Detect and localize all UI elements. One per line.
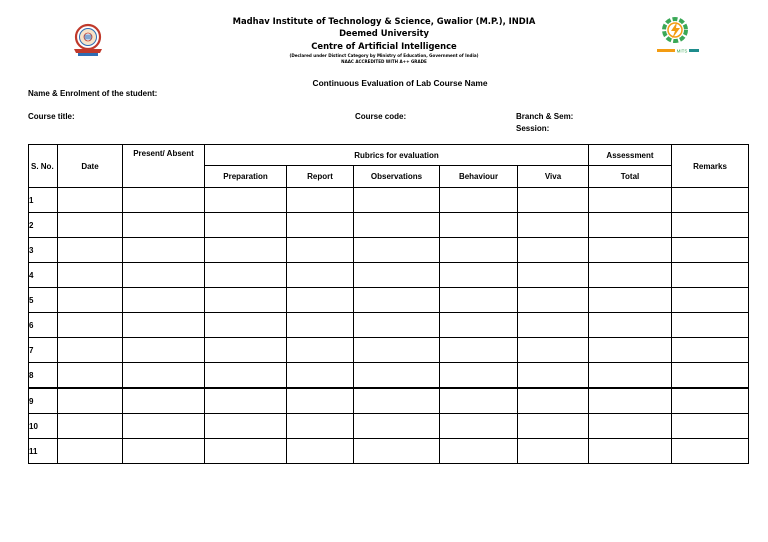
table-row [29, 263, 749, 288]
remarks-cell[interactable] [672, 439, 749, 464]
viva-cell[interactable] [518, 439, 589, 464]
remarks-cell[interactable] [672, 288, 749, 313]
col-rubrics-header: Rubrics for evaluation [205, 145, 589, 166]
remarks-cell[interactable] [672, 238, 749, 263]
report-cell[interactable] [287, 313, 354, 338]
date-cell[interactable] [58, 188, 123, 213]
table-row [29, 439, 749, 464]
preparation-cell[interactable] [205, 338, 287, 363]
preparation-cell[interactable] [205, 414, 287, 439]
report-cell[interactable] [287, 338, 354, 363]
total-cell[interactable] [589, 414, 672, 439]
remarks-cell[interactable] [672, 188, 749, 213]
institute-seal-logo [69, 22, 107, 58]
report-cell[interactable] [287, 439, 354, 464]
table-row [29, 414, 749, 439]
page-subtitle: Continuous Evaluation of Lab Course Name [312, 78, 488, 88]
observations-cell[interactable] [354, 238, 440, 263]
preparation-cell[interactable] [205, 363, 287, 389]
date-cell[interactable] [58, 263, 123, 288]
mits-logo-text: MITS [676, 48, 688, 54]
observations-cell[interactable] [354, 263, 440, 288]
observations-cell[interactable] [354, 288, 440, 313]
col-assessment-header: Assessment [589, 145, 672, 166]
total-cell[interactable] [589, 213, 672, 238]
total-cell[interactable] [589, 288, 672, 313]
total-cell[interactable] [589, 263, 672, 288]
present-absent-cell[interactable] [123, 388, 205, 414]
preparation-cell[interactable] [205, 288, 287, 313]
behaviour-cell[interactable] [440, 188, 518, 213]
behaviour-cell[interactable] [440, 213, 518, 238]
row-number: 3 [29, 238, 58, 263]
institute-header [200, 15, 568, 65]
remarks-cell[interactable] [672, 313, 749, 338]
branch-sem-label: Branch & Sem: [516, 112, 574, 121]
report-cell[interactable] [287, 213, 354, 238]
viva-cell[interactable] [518, 338, 589, 363]
col-date-header: Date [58, 145, 123, 188]
present-absent-cell[interactable] [123, 363, 205, 389]
present-absent-cell[interactable] [123, 313, 205, 338]
table-row [29, 363, 749, 389]
row-number: 9 [29, 388, 58, 414]
report-cell[interactable] [287, 414, 354, 439]
date-cell[interactable] [58, 213, 123, 238]
total-cell[interactable] [589, 338, 672, 363]
viva-cell[interactable] [518, 288, 589, 313]
course-title-label: Course title: [28, 112, 75, 121]
report-cell[interactable] [287, 388, 354, 414]
institute-name: Madhav Institute of Technology & Science, Gwalior (M.P.), INDIA [232, 16, 536, 26]
observations-cell[interactable] [354, 439, 440, 464]
remarks-cell[interactable] [672, 388, 749, 414]
date-cell[interactable] [58, 414, 123, 439]
row-number: 8 [29, 363, 58, 389]
remarks-cell[interactable] [672, 363, 749, 389]
row-number: 10 [29, 414, 58, 439]
row-number: 11 [29, 439, 58, 464]
col-remarks-header: Remarks [672, 145, 749, 188]
mits-logo [655, 15, 701, 57]
viva-cell[interactable] [518, 414, 589, 439]
preparation-cell[interactable] [205, 439, 287, 464]
observations-cell[interactable] [354, 363, 440, 389]
present-absent-cell[interactable] [123, 263, 205, 288]
col-sno-header: S. No. [29, 145, 58, 188]
present-absent-cell[interactable] [123, 188, 205, 213]
col-viva-header: Viva [518, 166, 589, 188]
viva-cell[interactable] [518, 388, 589, 414]
date-cell[interactable] [58, 238, 123, 263]
date-cell[interactable] [58, 439, 123, 464]
table-row [29, 338, 749, 363]
present-absent-cell[interactable] [123, 213, 205, 238]
evaluation-table [28, 144, 749, 464]
course-code-label: Course code: [355, 112, 407, 121]
viva-cell[interactable] [518, 188, 589, 213]
session-label: Session: [516, 124, 550, 133]
behaviour-cell[interactable] [440, 363, 518, 389]
viva-cell[interactable] [518, 363, 589, 389]
observations-cell[interactable] [354, 313, 440, 338]
col-observations-header: Observations [354, 166, 440, 188]
total-cell[interactable] [589, 388, 672, 414]
university-name: Deemed University [339, 28, 429, 38]
row-number: 1 [29, 188, 58, 213]
total-cell[interactable] [589, 238, 672, 263]
preparation-cell[interactable] [205, 313, 287, 338]
row-number: 6 [29, 313, 58, 338]
col-preparation-header: Preparation [205, 166, 287, 188]
observations-cell[interactable] [354, 388, 440, 414]
row-number: 2 [29, 213, 58, 238]
total-cell[interactable] [589, 313, 672, 338]
date-cell[interactable] [58, 338, 123, 363]
observations-cell[interactable] [354, 414, 440, 439]
preparation-cell[interactable] [205, 388, 287, 414]
viva-cell[interactable] [518, 313, 589, 338]
col-total-header: Total [589, 166, 672, 188]
table-row [29, 213, 749, 238]
report-cell[interactable] [287, 263, 354, 288]
col-report-header: Report [287, 166, 354, 188]
viva-cell[interactable] [518, 263, 589, 288]
behaviour-cell[interactable] [440, 263, 518, 288]
date-cell[interactable] [58, 363, 123, 389]
preparation-cell[interactable] [205, 213, 287, 238]
table-row [29, 238, 749, 263]
observations-cell[interactable] [354, 338, 440, 363]
behaviour-cell[interactable] [440, 414, 518, 439]
behaviour-cell[interactable] [440, 388, 518, 414]
col-behaviour-header: Behaviour [440, 166, 518, 188]
row-number: 5 [29, 288, 58, 313]
report-cell[interactable] [287, 288, 354, 313]
report-cell[interactable] [287, 188, 354, 213]
naac-text: NAAC ACCREDITED WITH A++ GRADE [341, 59, 427, 64]
observations-cell[interactable] [354, 188, 440, 213]
row-number: 4 [29, 263, 58, 288]
report-cell[interactable] [287, 238, 354, 263]
present-absent-cell[interactable] [123, 439, 205, 464]
behaviour-cell[interactable] [440, 313, 518, 338]
date-cell[interactable] [58, 388, 123, 414]
present-absent-cell[interactable] [123, 238, 205, 263]
behaviour-cell[interactable] [440, 338, 518, 363]
centre-name: Centre of Artificial Intelligence [311, 41, 457, 51]
report-cell[interactable] [287, 363, 354, 389]
remarks-cell[interactable] [672, 414, 749, 439]
col-present-absent-header: Present/ Absent [123, 145, 205, 188]
total-cell[interactable] [589, 188, 672, 213]
preparation-cell[interactable] [205, 238, 287, 263]
behaviour-cell[interactable] [440, 288, 518, 313]
observations-cell[interactable] [354, 213, 440, 238]
remarks-cell[interactable] [672, 263, 749, 288]
remarks-cell[interactable] [672, 213, 749, 238]
viva-cell[interactable] [518, 213, 589, 238]
date-cell[interactable] [58, 313, 123, 338]
remarks-cell[interactable] [672, 338, 749, 363]
present-absent-cell[interactable] [123, 414, 205, 439]
table-row [29, 188, 749, 213]
total-cell[interactable] [589, 363, 672, 389]
preparation-cell[interactable] [205, 188, 287, 213]
behaviour-cell[interactable] [440, 238, 518, 263]
table-row [29, 288, 749, 313]
present-absent-cell[interactable] [123, 338, 205, 363]
behaviour-cell[interactable] [440, 439, 518, 464]
date-cell[interactable] [58, 288, 123, 313]
row-number: 7 [29, 338, 58, 363]
table-row [29, 313, 749, 338]
declaration-text: (Declared under Distinct Category by Ministry of Education, Government of India) [289, 53, 479, 58]
table-row [29, 388, 749, 414]
preparation-cell[interactable] [205, 263, 287, 288]
present-absent-cell[interactable] [123, 288, 205, 313]
name-enrolment-label: Name & Enrolment of the student: [28, 89, 158, 98]
viva-cell[interactable] [518, 238, 589, 263]
total-cell[interactable] [589, 439, 672, 464]
